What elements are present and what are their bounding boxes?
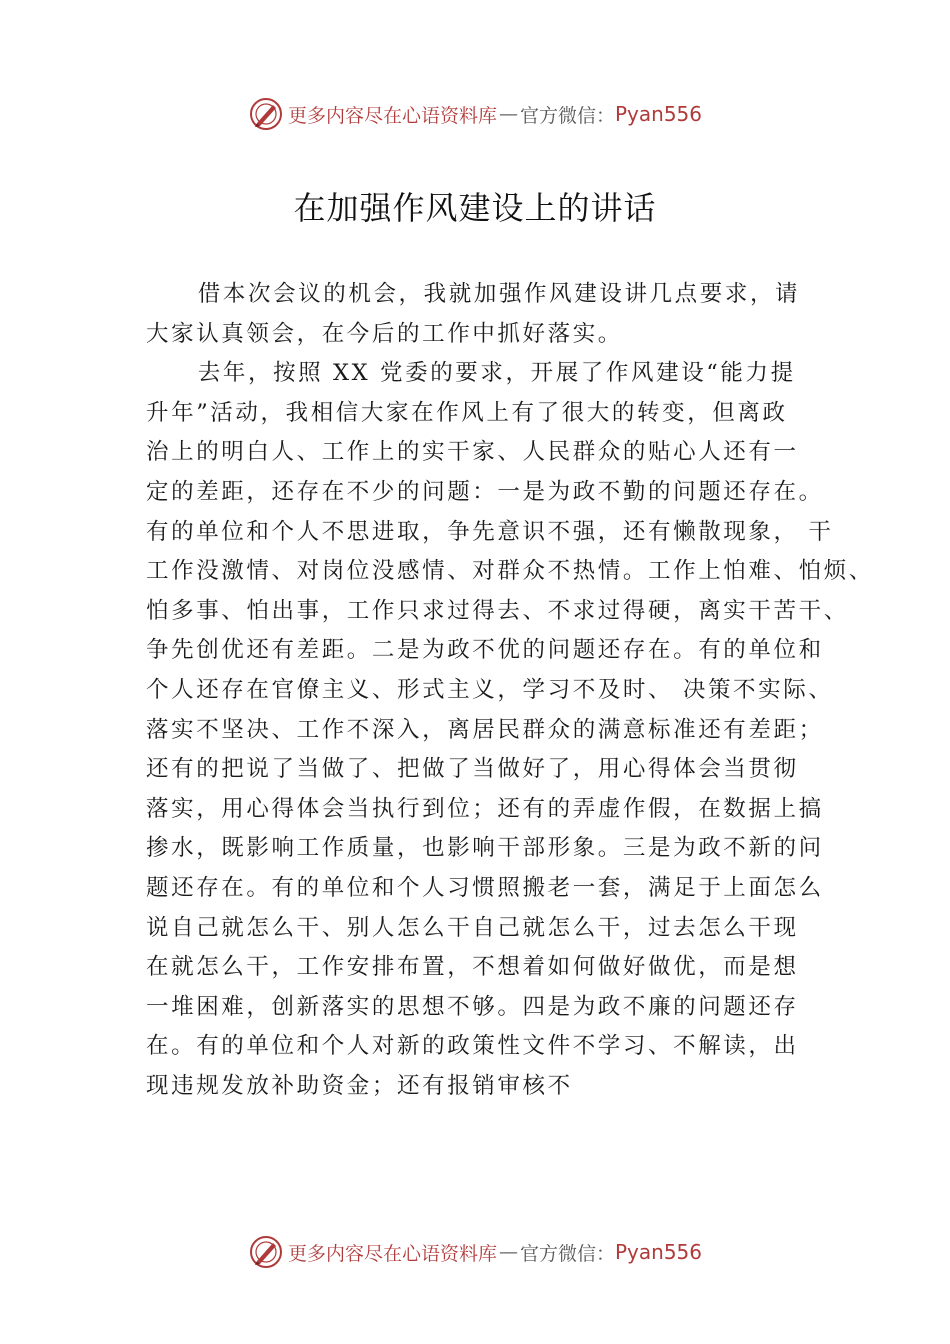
text-line: 说自己就怎么干、别人怎么干自己就怎么干，过去怎么干现 [146,914,799,941]
watermark-brand: 更多内容尽在心语资料库 [287,104,497,127]
text-line: 有的单位和个人不思进取，争先意识不强，还有懒散现象， 干 [146,518,834,545]
footer-watermark [0,1232,950,1272]
text-line: 怕多事、怕出事，工作只求过得去、不求过得硬，离实干苦干、 [146,597,849,624]
text-line: 落实不坚决、工作不深入，离居民群众的满意标准还有差距； [146,716,824,743]
watermark-label: 官方微信： [519,1242,615,1265]
watermark-wechat-id: Pyan556 [615,102,703,126]
watermark-label: 官方微信： [519,104,615,127]
text-line: 落实，用心得体会当执行到位；还有的弄虚作假，在数据上搞 [146,795,824,822]
text-line: 还有的把说了当做了、把做了当做好了，用心得体会当贯彻 [146,756,799,783]
paragraph-1 [146,275,836,354]
header-watermark [0,94,950,134]
pen-logo-icon [248,1234,284,1270]
text-line: 现违规发放补助资金；还有报销审核不 [146,1072,573,1099]
document-title: 在加强作风建设上的讲话 [293,189,657,227]
text-line: 治上的明白人、工作上的实干家、人民群众的贴心人还有一 [146,439,799,466]
watermark-dash: — [498,1241,518,1263]
watermark-wechat-id: Pyan556 [615,1240,703,1264]
text-line: 掺水，既影响工作质量，也影响干部形象。三是为政不新的问 [146,835,824,862]
watermark-dash: — [498,103,518,125]
text-line: 题还存在。有的单位和个人习惯照搬老一套，满足于上面怎么 [146,874,824,901]
text-line: 去年，按照 XX 党委的要求，开展了作风建设“能力提 [197,360,796,387]
text-line: 在。有的单位和个人对新的政策性文件不学习、不解读，出 [146,1033,799,1060]
text-line: 争先创优还有差距。二是为政不优的问题还存在。有的单位和 [146,637,824,664]
text-line: 工作没激情、对岗位没感情、对群众不热情。工作上怕难、怕烦、 [146,558,874,585]
document-body [146,275,874,1106]
text-line: 一堆困难，创新落实的思想不够。四是为政不廉的问题还存 [146,993,799,1020]
text-line: 定的差距，还存在不少的问题：一是为政不勤的问题还存在。 [146,478,824,505]
text-line: 升年”活动，我相信大家在作风上有了很大的转变，但离政 [146,399,788,426]
text-line: 借本次会议的机会，我就加强作风建设讲几点要求，请 [197,281,801,307]
pen-logo-icon [248,96,284,132]
paragraph-2 [146,354,874,1106]
text-line: 个人还存在官僚主义、形式主义，学习不及时、 决策不实际、 [146,676,834,703]
watermark-brand: 更多内容尽在心语资料库 [287,1242,497,1265]
text-line: 在就怎么干，工作安排布置，不想着如何做好做优，而是想 [146,954,799,981]
text-line: 大家认真领会，在今后的工作中抓好落实。 [146,320,623,347]
